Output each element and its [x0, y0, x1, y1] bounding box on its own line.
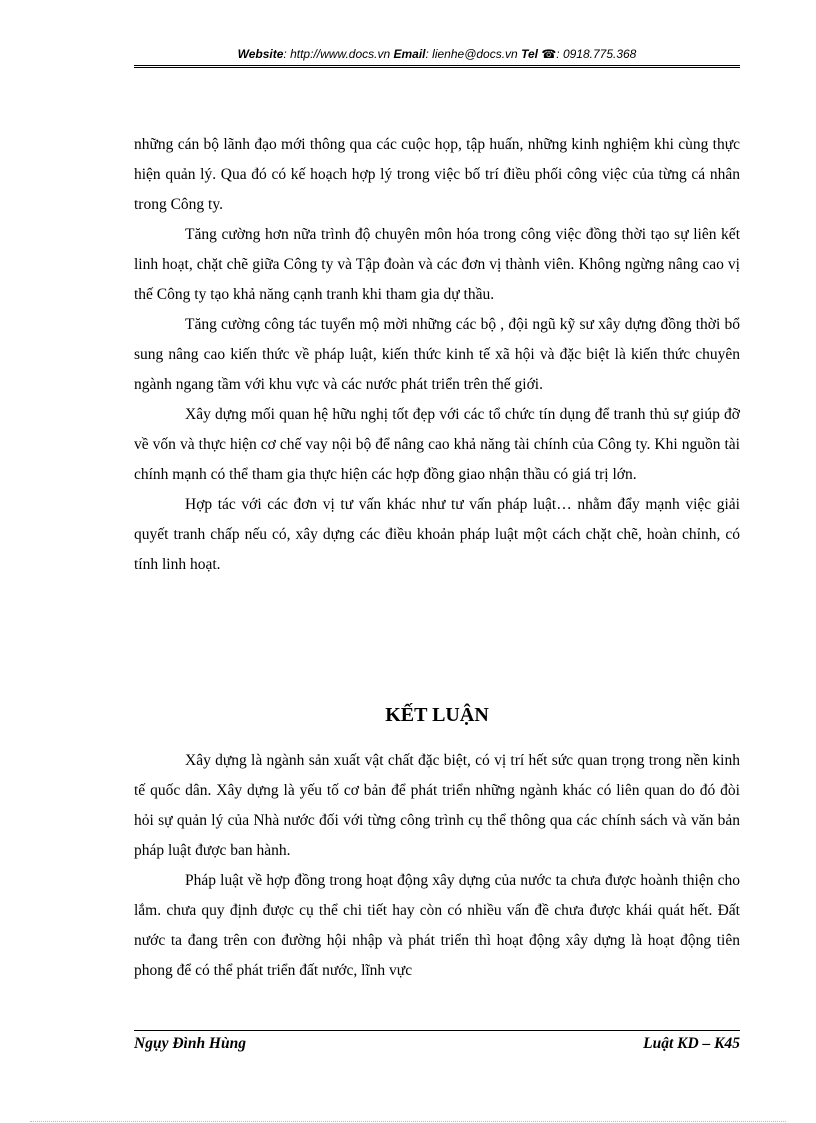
email-link[interactable]: : lienhe@docs.vn	[425, 47, 518, 61]
phone-number: : 0918.775.368	[556, 47, 637, 61]
body-text	[134, 130, 740, 580]
body-paragraph: những cán bộ lãnh đạo mới thông qua các cuộc họp, tập huấn, những kinh nghiệm khi cùng thực hiện quản lý. Qua đó có kế hoạch hợp lý trong việc bố trí điều phối công việc của từng cá nhân trong Công ty.	[134, 136, 740, 213]
footer-rule	[134, 1030, 740, 1031]
conclusion-paragraph: Xây dựng là ngành sản xuất vật chất đặc biệt, có vị trí hết sức quan trọng trong nền kinh tế quốc dân. Xây dựng là yếu tố cơ bản để phát triển những ngành khác có liên quan do đó đòi hỏi sự quản lý của Nhà nước đối với từng công trình cụ thể thông qua các chính sách và văn bản pháp luật được ban hành.	[134, 752, 740, 859]
body-paragraph: Xây dựng mối quan hệ hữu nghị tốt đẹp với các tổ chức tín dụng để tranh thủ sự giúp đỡ về vốn và thực hiện cơ chế vay nội bộ để nâng cao khả năng tài chính của Công ty. Khi nguồn tài chính mạnh có thể tham gia thực hiện các hợp đồng giao nhận thầu có giá trị lớn.	[134, 406, 740, 483]
conclusion-paragraph: Pháp luật về hợp đồng trong hoạt động xây dựng của nước ta chưa được hoành thiện cho lắm. chưa quy định được cụ thể chi tiết hay còn có nhiều vấn đề chưa được khái quát hết. Đất nước ta đang trên con đường hội nhập và phát triển thì hoạt động xây dựng là hoạt động tiên phong để có thể phát triển đất nước, lĩnh vực	[134, 872, 740, 979]
page-footer	[134, 1035, 740, 1053]
footer-author: Ngụy Đình Hùng	[134, 1035, 246, 1052]
page-edge	[30, 1121, 786, 1122]
footer-class: Luật KD – K45	[643, 1035, 740, 1052]
tel-label: Tel	[521, 47, 538, 61]
body-paragraph: Hợp tác với các đơn vị tư vấn khác như tư vấn pháp luật… nhằm đẩy mạnh việc giải quyết tranh chấp nếu có, xây dựng các điều khoản pháp luật một cách chặt chẽ, hoàn chỉnh, có tính linh hoạt.	[134, 496, 740, 573]
header-rule	[134, 65, 740, 68]
website-label: Website	[237, 47, 284, 61]
website-link[interactable]: : http://www.docs.vn	[283, 47, 391, 61]
conclusion-heading: KẾT LUẬN	[385, 704, 489, 726]
conclusion-text	[134, 746, 740, 986]
page-header	[134, 47, 740, 61]
phone-icon: ☎	[541, 47, 557, 61]
body-paragraph: Tăng cường hơn nữa trình độ chuyên môn hóa trong công việc đồng thời tạo sự liên kết linh hoạt, chặt chẽ giữa Công ty và Tập đoàn và các đơn vị thành viên. Không ngừng nâng cao vị thế Công ty tạo khả năng cạnh tranh khi tham gia dự thầu.	[134, 226, 740, 303]
email-label: Email	[393, 47, 426, 61]
body-paragraph: Tăng cường công tác tuyển mộ mời những các bộ , đội ngũ kỹ sư xây dựng đồng thời bổ sung nâng cao kiến thức về pháp luật, kiến thức kinh tế xã hội và đặc biệt là kiến thức chuyên ngành ngang tầm với khu vực và các nước phát triển trên thế giới.	[134, 316, 740, 393]
